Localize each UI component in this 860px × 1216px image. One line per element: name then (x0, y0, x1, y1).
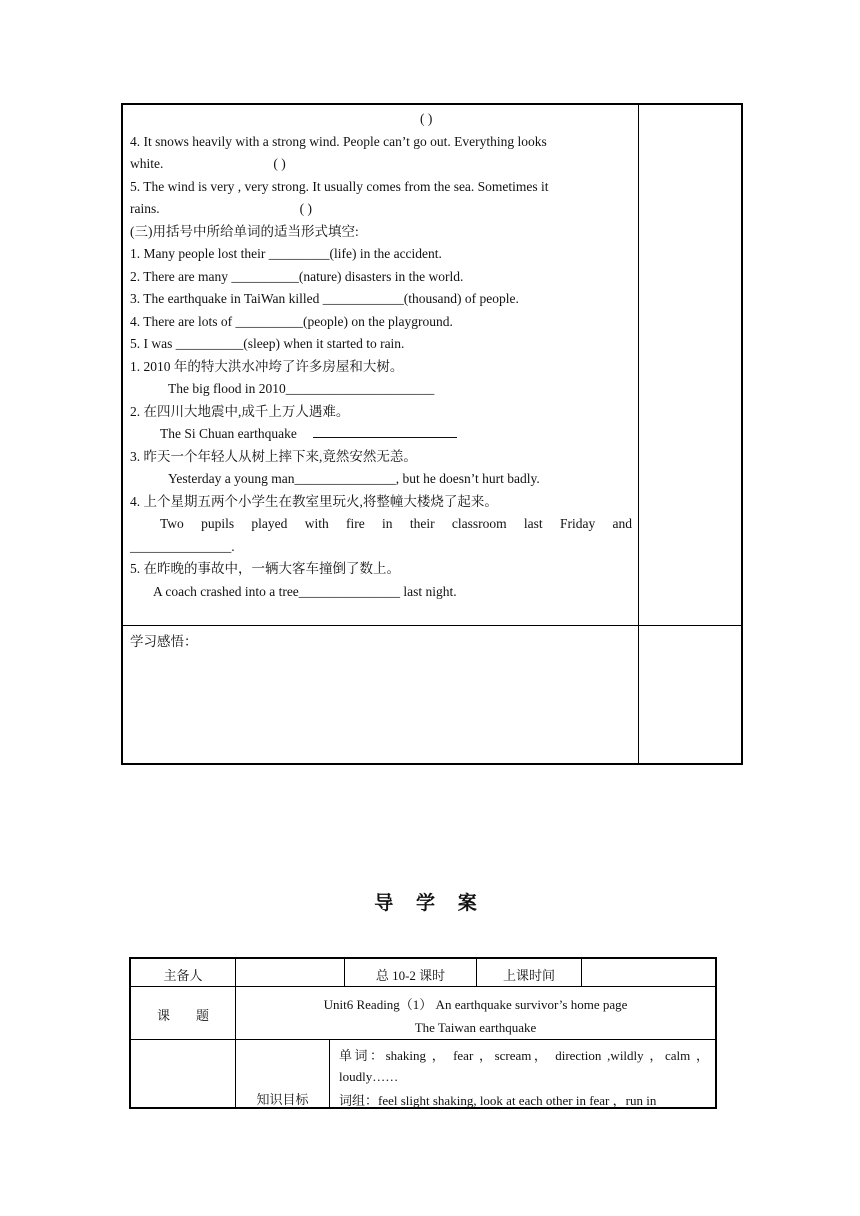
topic-line-2: The Taiwan earthquake (414, 1020, 537, 1035)
answer-paren: ( ) (299, 201, 312, 216)
lesson-plan-table (129, 957, 717, 1109)
reflection-label: 学习感悟： (130, 634, 198, 649)
translation-prompt: 3. 昨天一个年轻人从树上摔下来,竟然安然无恙。 (130, 448, 417, 464)
translation-answer: A coach crashed into a tree_______________ last night. (153, 583, 457, 599)
answer-blank (313, 423, 457, 438)
translation-prompt: 5. 在昨晚的事故中，一辆大客车撞倒了数上。 (130, 561, 400, 576)
preparer-label: 主备人 (163, 968, 203, 983)
answer-paren: ( ) (420, 111, 433, 126)
topic-line-1: Unit6 Reading（1） An earthquake survivor’s home page (323, 997, 628, 1012)
sentence-line: 4. It snows heavily with a strong wind. People can’t go out. Everything looks (130, 133, 547, 149)
vocabulary-line: 单词：shaking ， fear ，scream， direction ,wildly ，calm ， (339, 1048, 709, 1063)
sentence-line: white. ( ) (130, 153, 632, 176)
column-divider (581, 959, 582, 986)
translation-prompt: 1. 2010 年的特大洪水冲垮了许多房屋和大树。 (130, 358, 404, 374)
answer-paren: ( ) (273, 156, 286, 171)
phrase-line: 词组：feel slight shaking, look at each other in fear ，run in (339, 1093, 657, 1108)
vocabulary-line: loudly…… (339, 1069, 399, 1084)
topic-label: 课 题 (156, 1008, 209, 1023)
row-divider (131, 1039, 715, 1040)
objective-label: 知识目标 (256, 1092, 309, 1107)
sentence-line: rains. ( ) (130, 198, 632, 221)
section-heading: (三)用括号中所给单词的适当形式填空: (130, 223, 359, 239)
column-divider (638, 105, 639, 763)
row-divider (131, 986, 715, 987)
fill-blank-item: 4. There are lots of __________(people) on the playground. (130, 313, 453, 329)
sentence-line: 5. The wind is very , very strong. It usually comes from the sea. Sometimes it (130, 178, 549, 194)
row-divider (123, 625, 741, 626)
translation-prompt: 4. 上个星期五两个小学生在教室里玩火,将整幢大楼烧了起来。 (130, 493, 498, 509)
exercise-table (121, 103, 743, 765)
translation-answer: The Si Chuan earthquake (130, 423, 632, 446)
class-time-label: 上课时间 (502, 968, 555, 983)
translation-answer: Two pupils played with fire in their classroom last Friday and (160, 516, 632, 531)
translation-prompt: 2. 在四川大地震中,成千上万人遇难。 (130, 403, 350, 419)
fill-blank-item: 1. Many people lost their _________(life) in the accident. (130, 246, 442, 261)
column-divider (329, 1039, 330, 1107)
translation-answer: The big flood in 2010______________________ (168, 381, 435, 396)
lesson-number: 总 10-2 课时 (375, 968, 446, 983)
exercise-content (130, 108, 632, 603)
column-divider (235, 959, 236, 986)
translation-answer: _______________. (130, 538, 235, 554)
page-title: 导 学 案 (374, 893, 486, 914)
fill-blank-item: 3. The earthquake in TaiWan killed ____________(thousand) of people. (130, 291, 519, 306)
translation-answer: Yesterday a young man_______________, but he doesn’t hurt badly. (168, 471, 540, 486)
fill-blank-item: 5. I was __________(sleep) when it started to rain. (130, 336, 405, 351)
fill-blank-item: 2. There are many __________(nature) disasters in the world. (130, 268, 464, 284)
